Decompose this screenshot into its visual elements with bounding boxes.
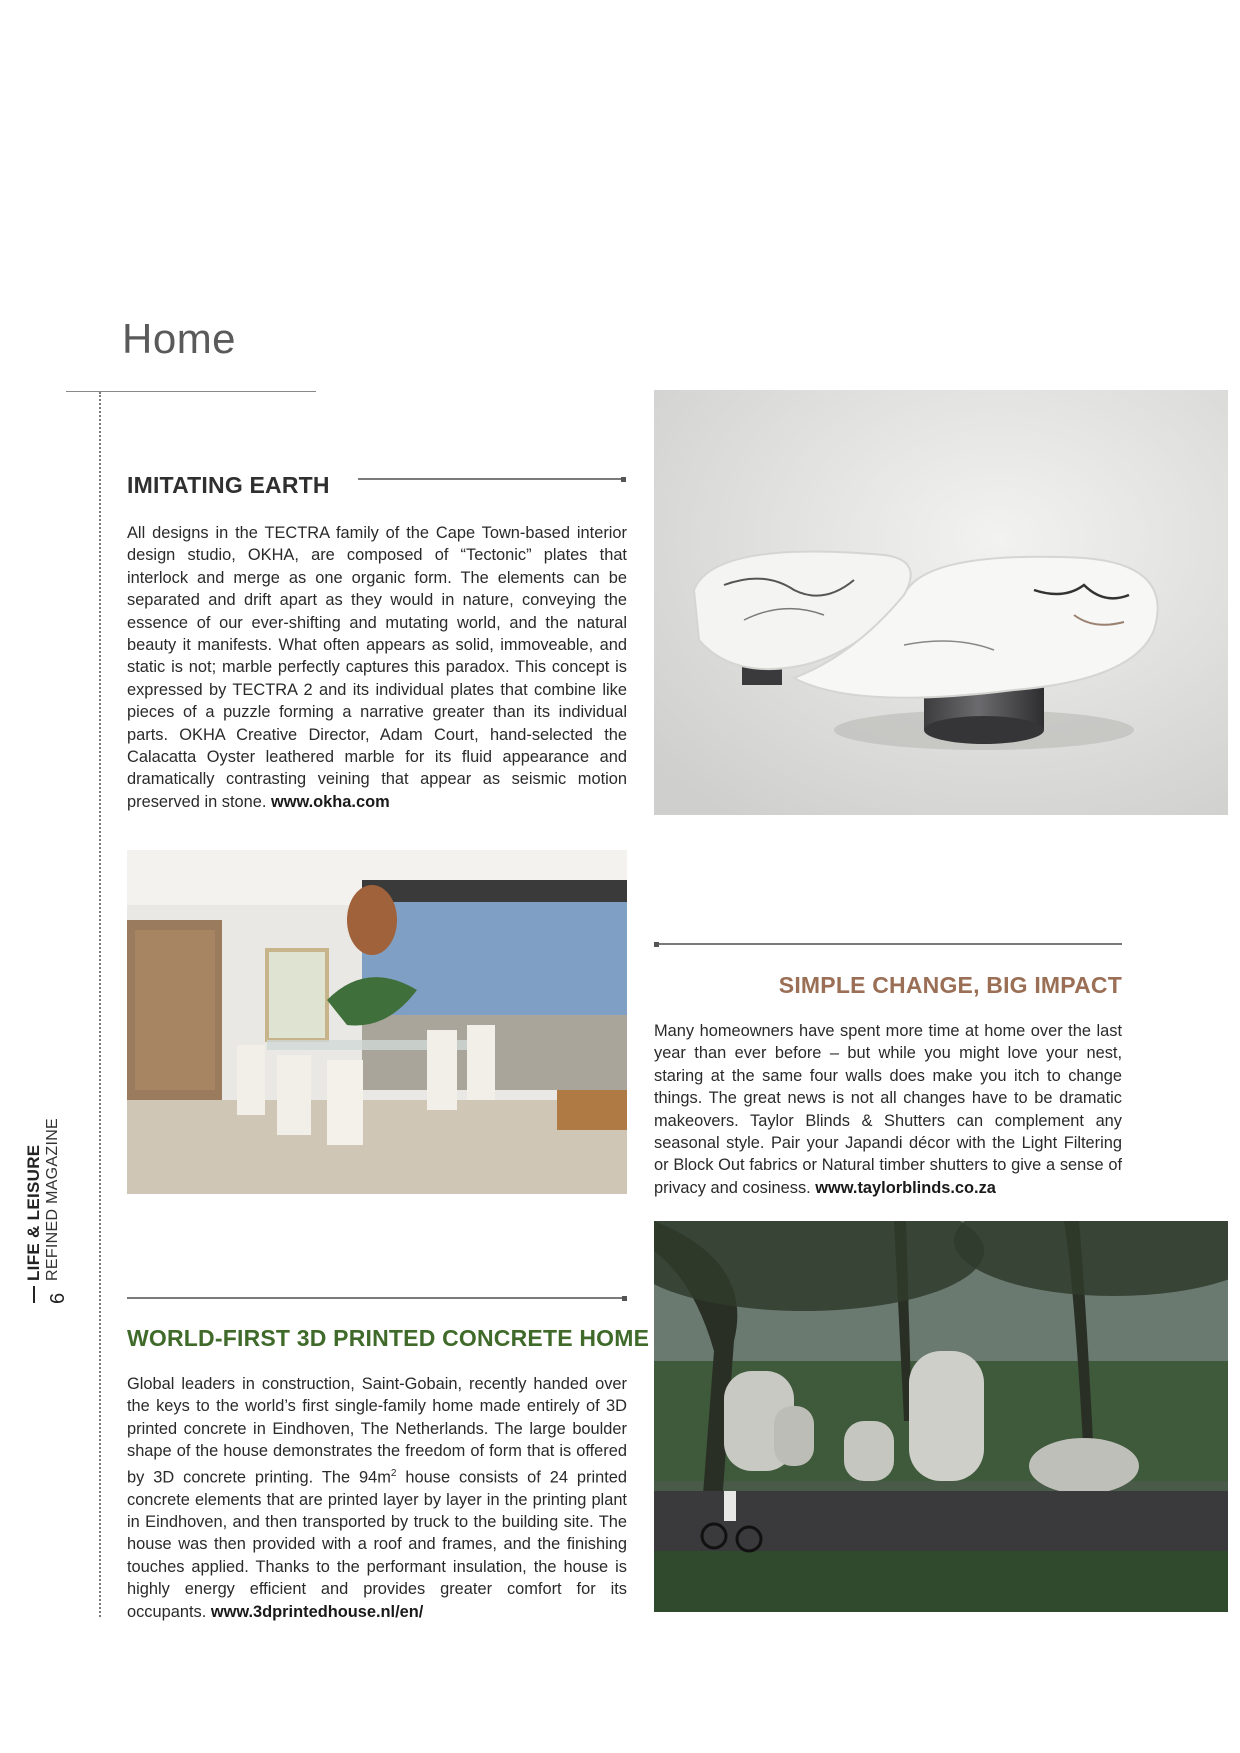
article-body-text-b: house consists of 24 printed concrete elements that are printed layer by layer in the printing plant in Eindhoven, and then transported by truck to the building site. The house was then provided with a roof and frames, and the finishing touches applied. Thanks to the performant insulation, the house is highly energy efficient and provides greater comfort for its occupants. (127, 1468, 628, 1621)
page-number: 6 (47, 1292, 69, 1304)
article-body-text: Many homeowners have spent more time at home over the last year than ever before – but while you might love your nest, staring at the same four walls does make you itch to change things. The great news is not all changes have to be dramatic makeovers. Taylor Blinds & Shutters can complement any seasonal style. Pair your Japandi décor with the Light Filtering or Block Out fabrics or Natural timber shutters to give a sense of privacy and cosiness. (654, 1022, 1122, 1197)
magazine-subtitle: REFINED MAGAZINE (44, 1117, 61, 1281)
magazine-masthead-vertical (24, 1118, 62, 1281)
folio-divider (33, 1286, 35, 1303)
title-rule-3d-home (127, 1297, 627, 1299)
rule-end-dot (622, 1296, 627, 1301)
article-body-text-a: Global leaders in construction, Saint-Gobain, recently handed over the keys to the world’s first single-family home made entirely of 3D printed concrete in Eindhoven, The Netherlands. The large boulder shape of the house demonstrates the freedom of form that is offered by 3D concrete printing. The 94m (127, 1375, 627, 1487)
title-rule-simple-change (654, 943, 1122, 945)
article-body-simple-change (654, 1020, 1122, 1199)
magazine-name: LIFE & LEISURE (24, 1144, 43, 1281)
article-title-imitating-earth: IMITATING EARTH (127, 472, 330, 498)
article-link-3dprintedhouse[interactable]: www.3dprintedhouse.nl/en/ (210, 1602, 424, 1621)
article-link-okha[interactable]: www.okha.com (270, 792, 390, 811)
article-title-simple-change: SIMPLE CHANGE, BIG IMPACT (778, 972, 1122, 998)
marble-coffee-table-photo (654, 390, 1228, 815)
rule-end-dot (654, 942, 659, 947)
article-body-3d-home (127, 1373, 627, 1623)
3d-printed-houses-photo (654, 1221, 1228, 1612)
title-rule-imitating-earth (358, 478, 626, 480)
dining-room-illustration (127, 850, 627, 1194)
article-title-3d-home: WORLD-FIRST 3D PRINTED CONCRETE HOME (127, 1325, 650, 1351)
dotted-margin-rule (99, 392, 101, 1617)
article-body-text: All designs in the TECTRA family of the Cape Town-based interior design studio, OKHA, are composed of “Tectonic” plates that interlock and merge as one organic form. The elements can be separated and drift apart as they would in nature, conveying the essence of our ever-shifting and mutating world, and the natural beauty it manifests. What often appears as solid, immoveable, and static is not; marble perfectly captures this paradox. This concept is expressed by TECTRA 2 and its individual plates that combine like pieces of a puzzle forming a narrative greater than its individual parts. OKHA Creative Director, Adam Court, hand-selected the Calacatta Oyster leathered marble for its fluid appearance and dramatically contrasting veining that appear as seismic motion preserved in stone. (127, 524, 627, 811)
section-heading: Home (122, 315, 237, 362)
article-link-taylorblinds[interactable]: www.taylorblinds.co.za (815, 1178, 996, 1197)
dining-room-photo (127, 850, 627, 1194)
heading-rule (66, 391, 316, 392)
marble-table-illustration (654, 390, 1228, 815)
article-body-imitating-earth (127, 522, 627, 813)
3d-houses-illustration (654, 1221, 1228, 1612)
superscript-2: 2 (390, 1467, 397, 1479)
rule-end-dot (621, 477, 626, 482)
